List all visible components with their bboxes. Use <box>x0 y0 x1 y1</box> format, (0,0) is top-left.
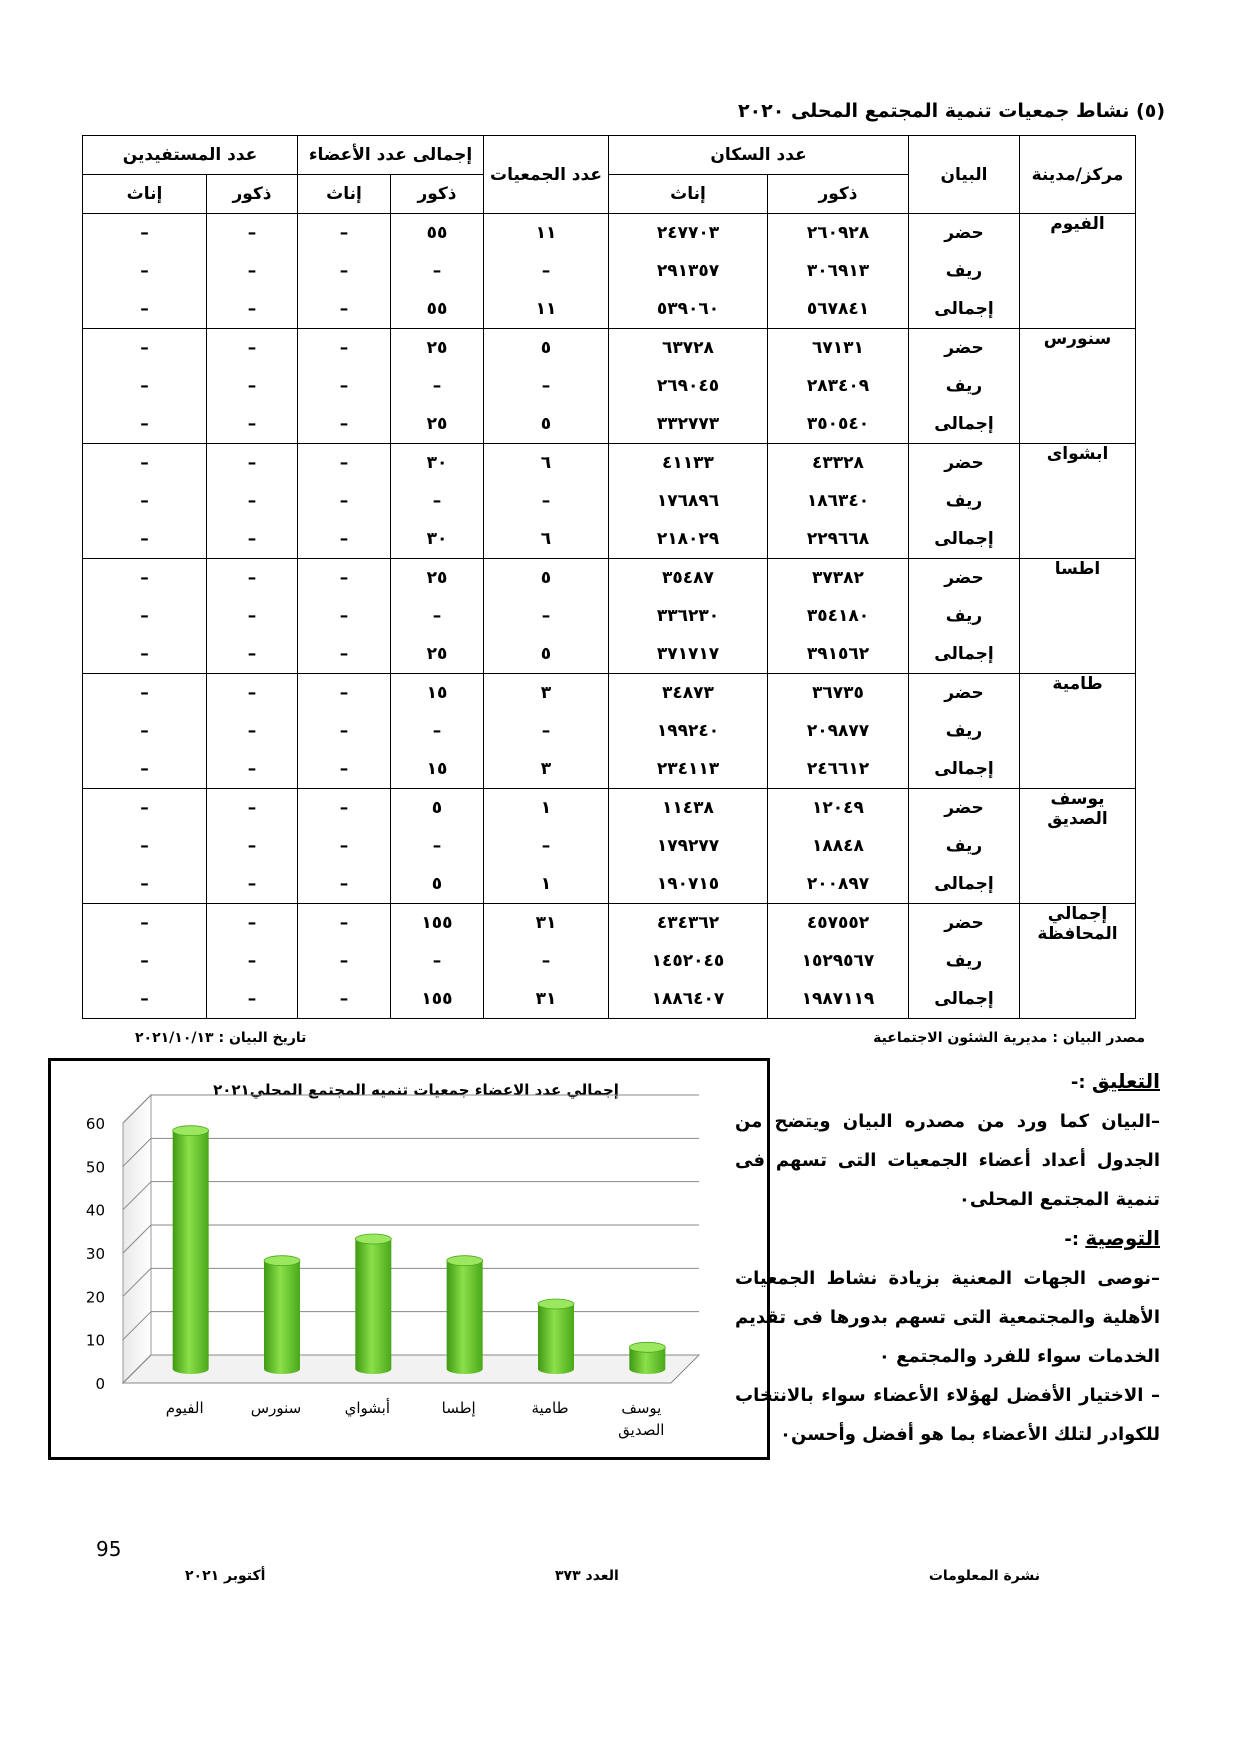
cell-ben-m: – <box>207 827 298 865</box>
cell-ben-f: – <box>83 444 207 483</box>
cell-pop-f: ٣٤٨٧٣ <box>609 674 768 713</box>
cell-ben-m: – <box>207 904 298 943</box>
table-body <box>83 214 1136 1019</box>
cell-statement: ريف <box>909 252 1020 290</box>
bar <box>355 1234 391 1374</box>
table-row <box>83 635 1136 674</box>
cell-pop-m: ١٨٦٣٤٠ <box>768 482 909 520</box>
cell-mem-f: – <box>298 635 391 674</box>
cell-mem-m: ٢٥ <box>391 405 484 444</box>
cell-ben-f: – <box>83 214 207 253</box>
cell-pop-m: ١٩٨٧١١٩ <box>768 980 909 1019</box>
cell-mem-f: – <box>298 252 391 290</box>
cell-statement: حضر <box>909 214 1020 253</box>
y-tick-label: 30 <box>85 1245 105 1263</box>
cell-soc: ١١ <box>484 290 609 329</box>
table-row <box>83 290 1136 329</box>
header-city: مركز/مدينة <box>1020 136 1136 214</box>
cell-pop-m: ٣٦٧٣٥ <box>768 674 909 713</box>
cell-pop-m: ٤٣٣٢٨ <box>768 444 909 483</box>
cell-soc: ١ <box>484 865 609 904</box>
cell-pop-m: ٢٢٩٦٦٨ <box>768 520 909 559</box>
cell-ben-f: – <box>83 559 207 598</box>
cell-mem-f: – <box>298 444 391 483</box>
comment-text: –البيان كما ورد من مصدره البيان ويتضح من الجدول أعداد أعضاء الجمعيات التى تسهم فى تنمية المجتمع المحلى٠ <box>735 1111 1160 1210</box>
cell-pop-f: ٣٥٤٨٧ <box>609 559 768 598</box>
cell-ben-m: – <box>207 252 298 290</box>
table-row <box>83 674 1136 713</box>
cell-ben-f: – <box>83 674 207 713</box>
x-tick-label: الصديق <box>618 1421 665 1439</box>
x-tick-label: أبشواي <box>344 1399 391 1417</box>
x-tick-label: طامية <box>531 1399 569 1417</box>
footer-month: أكتوبر ٢٠٢١ <box>185 1568 266 1584</box>
cell-pop-m: ١٢٠٤٩ <box>768 789 909 828</box>
cell-mem-m: ٥ <box>391 865 484 904</box>
cell-mem-m: – <box>391 597 484 635</box>
cell-mem-f: – <box>298 865 391 904</box>
cell-statement: إجمالى <box>909 865 1020 904</box>
cell-pop-f: ٢٩١٣٥٧ <box>609 252 768 290</box>
cell-mem-f: – <box>298 789 391 828</box>
cell-pop-f: ٣٧١٧١٧ <box>609 635 768 674</box>
cell-ben-m: – <box>207 635 298 674</box>
cell-soc: – <box>484 827 609 865</box>
header-ben-male: ذكور <box>207 175 298 214</box>
bar-top <box>355 1234 391 1244</box>
cell-ben-f: – <box>83 827 207 865</box>
bar-top <box>447 1256 483 1266</box>
cell-mem-m: ٢٥ <box>391 635 484 674</box>
cell-mem-m: ١٥٥ <box>391 904 484 943</box>
cell-pop-m: ٣٥٤١٨٠ <box>768 597 909 635</box>
table-row <box>83 482 1136 520</box>
cell-soc: ١ <box>484 789 609 828</box>
cell-ben-f: – <box>83 597 207 635</box>
bar-body <box>355 1239 391 1374</box>
cell-ben-m: – <box>207 865 298 904</box>
header-beneficiaries: عدد المستفيدين <box>83 136 298 175</box>
cell-mem-m: ٣٠ <box>391 520 484 559</box>
cell-ben-m: – <box>207 329 298 368</box>
cell-statement: إجمالى <box>909 635 1020 674</box>
cell-mem-m: ١٥٥ <box>391 980 484 1019</box>
bar-chart <box>51 1061 767 1457</box>
cell-mem-f: – <box>298 405 391 444</box>
cell-soc: ٦ <box>484 444 609 483</box>
table-row <box>83 405 1136 444</box>
bar <box>173 1126 209 1374</box>
table-row <box>83 214 1136 253</box>
header-mem-male: ذكور <box>391 175 484 214</box>
cell-ben-m: – <box>207 482 298 520</box>
bar-body <box>264 1261 300 1374</box>
recommendation-text-1: –نوصى الجهات المعنية بزيادة نشاط الجمعيات الأهلية والمجتمعية التى تسهم بدورها فى تقديم الخدمات سواء للفرد والمجتمع ٠ <box>735 1268 1160 1367</box>
table-row <box>83 597 1136 635</box>
recommendation-text-2: – الاختيار الأفضل لهؤلاء الأعضاء سواء بالانتخاب للكوادر لتلك الأعضاء بما هو أفضل وأحسن٠ <box>735 1385 1160 1445</box>
cell-mem-f: – <box>298 712 391 750</box>
cell-ben-f: – <box>83 367 207 405</box>
footer-bulletin: نشرة المعلومات <box>928 1568 1040 1584</box>
chart-frame <box>48 1058 770 1460</box>
y-tick-label: 50 <box>85 1158 105 1177</box>
table-row <box>83 827 1136 865</box>
cell-pop-m: ٥٦٧٨٤١ <box>768 290 909 329</box>
cell-pop-f: ١٤٥٢٠٤٥ <box>609 942 768 980</box>
cell-mem-f: – <box>298 520 391 559</box>
cell-mem-f: – <box>298 827 391 865</box>
cell-ben-m: – <box>207 789 298 828</box>
cell-ben-m: – <box>207 559 298 598</box>
cell-ben-m: – <box>207 980 298 1019</box>
cell-pop-f: ٤٣٤٣٦٢ <box>609 904 768 943</box>
cell-mem-f: – <box>298 329 391 368</box>
header-members: إجمالى عدد الأعضاء <box>298 136 484 175</box>
cell-ben-f: – <box>83 750 207 789</box>
cell-mem-m: ٥ <box>391 789 484 828</box>
y-tick-label: 20 <box>85 1288 105 1307</box>
cell-mem-f: – <box>298 904 391 943</box>
cell-city: اطسا <box>1020 559 1136 674</box>
cell-mem-m: – <box>391 482 484 520</box>
cell-mem-f: – <box>298 750 391 789</box>
cell-soc: – <box>484 252 609 290</box>
cell-statement: حضر <box>909 559 1020 598</box>
cell-pop-f: ١٧٦٨٩٦ <box>609 482 768 520</box>
bar-body <box>538 1304 574 1374</box>
cell-ben-m: – <box>207 367 298 405</box>
cell-soc: – <box>484 367 609 405</box>
cell-statement: ريف <box>909 827 1020 865</box>
bar <box>447 1256 483 1374</box>
bar-top <box>629 1342 665 1352</box>
cell-mem-m: ٢٥ <box>391 559 484 598</box>
cell-soc: ٣ <box>484 750 609 789</box>
comment-heading-mark: :- <box>1070 1072 1092 1093</box>
bar-top <box>173 1126 209 1136</box>
cell-ben-f: – <box>83 252 207 290</box>
page-number: 95 <box>96 1537 122 1561</box>
cell-mem-f: – <box>298 942 391 980</box>
cell-ben-m: – <box>207 520 298 559</box>
footer-issue: العدد ٣٧٣ <box>555 1568 619 1584</box>
cell-ben-m: – <box>207 597 298 635</box>
cell-ben-f: – <box>83 290 207 329</box>
cell-ben-f: – <box>83 405 207 444</box>
y-tick-label: 0 <box>95 1375 105 1393</box>
header-statement: البيان <box>909 136 1020 214</box>
chart-title: إجمالي عدد الاعضاء جمعيات تنميه المجتمع المحلي٢٠٢١ <box>213 1081 619 1099</box>
cell-pop-f: ١٩٠٧١٥ <box>609 865 768 904</box>
cell-soc: – <box>484 942 609 980</box>
cell-statement: حضر <box>909 904 1020 943</box>
y-tick-label: 60 <box>85 1115 105 1133</box>
cell-statement: إجمالى <box>909 405 1020 444</box>
table-row <box>83 559 1136 598</box>
cell-mem-f: – <box>298 290 391 329</box>
cell-pop-m: ٢٠٩٨٧٧ <box>768 712 909 750</box>
cell-pop-f: ٢٤٧٧٠٣ <box>609 214 768 253</box>
cell-soc: ٥ <box>484 405 609 444</box>
commentary <box>735 1062 1160 1454</box>
cell-city: طامية <box>1020 674 1136 789</box>
cell-soc: ٣١ <box>484 904 609 943</box>
cell-soc: ٣١ <box>484 980 609 1019</box>
cell-soc: ٦ <box>484 520 609 559</box>
cell-statement: حضر <box>909 444 1020 483</box>
bar <box>538 1299 574 1374</box>
cell-pop-f: ٣٣٦٢٣٠ <box>609 597 768 635</box>
cell-statement: إجمالى <box>909 520 1020 559</box>
cell-mem-m: – <box>391 712 484 750</box>
cell-ben-m: – <box>207 674 298 713</box>
chart-floor <box>123 1355 699 1383</box>
cell-ben-f: – <box>83 865 207 904</box>
table-row <box>83 865 1136 904</box>
cell-statement: ريف <box>909 482 1020 520</box>
cell-mem-m: – <box>391 827 484 865</box>
cell-mem-f: – <box>298 559 391 598</box>
cell-ben-m: – <box>207 444 298 483</box>
table-row <box>83 789 1136 828</box>
page-title: (٥) نشاط جمعيات تنمية المجتمع المحلى ٢٠٢٠ <box>737 100 1165 122</box>
y-tick-label: 40 <box>85 1201 105 1220</box>
cell-mem-f: – <box>298 482 391 520</box>
cell-statement: ريف <box>909 942 1020 980</box>
header-population: عدد السكان <box>609 136 909 175</box>
cell-ben-m: – <box>207 942 298 980</box>
cell-pop-m: ٢٤٦٦١٢ <box>768 750 909 789</box>
cell-statement: حضر <box>909 329 1020 368</box>
table-row <box>83 329 1136 368</box>
cell-pop-m: ٢٠٠٨٩٧ <box>768 865 909 904</box>
cell-pop-m: ٣٥٠٥٤٠ <box>768 405 909 444</box>
cell-soc: ٣ <box>484 674 609 713</box>
cell-city: إجمالي المحافظة <box>1020 904 1136 1019</box>
table-row <box>83 980 1136 1019</box>
cell-soc: ٥ <box>484 329 609 368</box>
cell-pop-m: ٣٧٣٨٢ <box>768 559 909 598</box>
cell-mem-m: ١٥ <box>391 750 484 789</box>
bar-top <box>264 1256 300 1266</box>
cell-pop-m: ٢٨٣٤٠٩ <box>768 367 909 405</box>
cell-pop-f: ١٧٩٢٧٧ <box>609 827 768 865</box>
x-tick-label: إطسا <box>441 1399 476 1417</box>
x-tick-label: يوسف <box>621 1399 662 1417</box>
table-row <box>83 520 1136 559</box>
cell-ben-f: – <box>83 712 207 750</box>
cell-city: يوسف الصديق <box>1020 789 1136 904</box>
cell-soc: ٥ <box>484 635 609 674</box>
header-societies: عدد الجمعيات <box>484 136 609 214</box>
cell-mem-f: – <box>298 367 391 405</box>
cell-city: سنورس <box>1020 329 1136 444</box>
cell-ben-m: – <box>207 712 298 750</box>
bar <box>629 1342 665 1374</box>
cell-ben-m: – <box>207 405 298 444</box>
cell-pop-m: ٣٠٦٩١٣ <box>768 252 909 290</box>
cell-mem-f: – <box>298 597 391 635</box>
cell-statement: حضر <box>909 789 1020 828</box>
cell-pop-f: ٥٣٩٠٦٠ <box>609 290 768 329</box>
cell-pop-f: ١١٤٣٨ <box>609 789 768 828</box>
cell-mem-m: – <box>391 252 484 290</box>
cell-ben-f: – <box>83 980 207 1019</box>
cell-pop-f: ١٩٩٢٤٠ <box>609 712 768 750</box>
cell-ben-m: – <box>207 214 298 253</box>
header-pop-male: ذكور <box>768 175 909 214</box>
cell-mem-m: ٥٥ <box>391 290 484 329</box>
recommendation-heading-mark: :- <box>1064 1229 1086 1250</box>
data-table <box>82 135 1136 1019</box>
table-row <box>83 444 1136 483</box>
cell-ben-f: – <box>83 635 207 674</box>
cell-ben-f: – <box>83 904 207 943</box>
cell-soc: – <box>484 597 609 635</box>
cell-mem-f: – <box>298 980 391 1019</box>
cell-soc: – <box>484 482 609 520</box>
cell-mem-f: – <box>298 214 391 253</box>
cell-statement: إجمالى <box>909 290 1020 329</box>
data-date: تاريخ البيان : ٢٠٢١/١٠/١٣ <box>135 1030 307 1046</box>
cell-ben-f: – <box>83 942 207 980</box>
cell-ben-f: – <box>83 329 207 368</box>
cell-pop-f: ١٨٨٦٤٠٧ <box>609 980 768 1019</box>
cell-soc: ٥ <box>484 559 609 598</box>
header-mem-female: إناث <box>298 175 391 214</box>
cell-pop-f: ٢٦٩٠٤٥ <box>609 367 768 405</box>
x-tick-label: سنورس <box>250 1399 302 1417</box>
comment-heading: التعليق <box>1091 1069 1160 1093</box>
cell-ben-m: – <box>207 750 298 789</box>
header-ben-female: إناث <box>83 175 207 214</box>
cell-mem-m: ٢٥ <box>391 329 484 368</box>
cell-ben-m: – <box>207 290 298 329</box>
data-source: مصدر البيان : مديرية الشئون الاجتماعية <box>873 1030 1145 1046</box>
cell-pop-m: ٦٧١٣١ <box>768 329 909 368</box>
cell-mem-m: ١٥ <box>391 674 484 713</box>
cell-soc: – <box>484 712 609 750</box>
cell-pop-f: ٦٣٧٢٨ <box>609 329 768 368</box>
cell-mem-m: ٣٠ <box>391 444 484 483</box>
cell-pop-f: ٢٣٤١١٣ <box>609 750 768 789</box>
cell-mem-m: – <box>391 367 484 405</box>
cell-mem-f: – <box>298 674 391 713</box>
y-tick-label: 10 <box>85 1331 105 1350</box>
bar-top <box>538 1299 574 1309</box>
cell-pop-m: ٤٥٧٥٥٢ <box>768 904 909 943</box>
cell-pop-m: ١٨٨٤٨ <box>768 827 909 865</box>
cell-pop-f: ٢١٨٠٢٩ <box>609 520 768 559</box>
cell-soc: ١١ <box>484 214 609 253</box>
cell-mem-m: ٥٥ <box>391 214 484 253</box>
table-row <box>83 942 1136 980</box>
header-pop-female: إناث <box>609 175 768 214</box>
cell-city: ابشواى <box>1020 444 1136 559</box>
cell-statement: ريف <box>909 367 1020 405</box>
cell-statement: إجمالى <box>909 980 1020 1019</box>
table-row <box>83 750 1136 789</box>
x-tick-label: الفيوم <box>165 1399 204 1417</box>
table-row <box>83 904 1136 943</box>
table-row <box>83 712 1136 750</box>
cell-pop-m: ٢٦٠٩٢٨ <box>768 214 909 253</box>
cell-city: الفيوم <box>1020 214 1136 329</box>
recommendation-heading: التوصية <box>1085 1226 1160 1250</box>
cell-ben-f: – <box>83 482 207 520</box>
cell-mem-m: – <box>391 942 484 980</box>
cell-statement: ريف <box>909 597 1020 635</box>
table-row <box>83 252 1136 290</box>
cell-pop-m: ١٥٢٩٥٦٧ <box>768 942 909 980</box>
bar-body <box>173 1131 209 1374</box>
bar <box>264 1256 300 1374</box>
cell-pop-f: ٤١١٣٣ <box>609 444 768 483</box>
cell-statement: إجمالى <box>909 750 1020 789</box>
cell-ben-f: – <box>83 789 207 828</box>
cell-pop-f: ٣٣٢٧٧٣ <box>609 405 768 444</box>
cell-ben-f: – <box>83 520 207 559</box>
table-row <box>83 367 1136 405</box>
cell-statement: ريف <box>909 712 1020 750</box>
bar-body <box>447 1261 483 1374</box>
cell-pop-m: ٣٩١٥٦٢ <box>768 635 909 674</box>
cell-statement: حضر <box>909 674 1020 713</box>
